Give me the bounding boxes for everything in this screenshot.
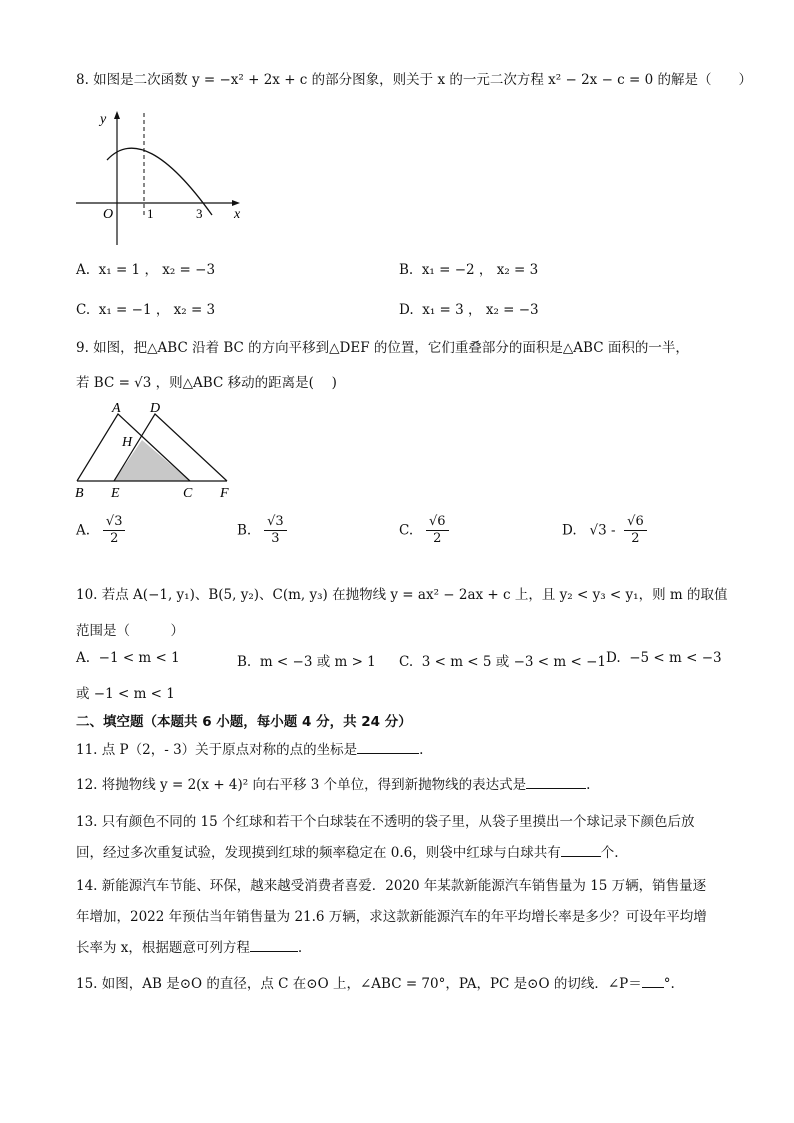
q10-option-b — [237, 650, 376, 670]
q12-text — [76, 773, 590, 793]
q8-stem: 8. 如图是二次函数 y = −x² + 2x + c 的部分图象，则关于 x 的一元二次方程 x² − 2x − c = 0 的解是（ ） — [76, 72, 753, 88]
option-fraction — [103, 515, 126, 547]
fraction-numerator: √6 — [426, 515, 449, 531]
section-2-title: 二、填空题（本题共 6 小题，每小题 4 分，共 24 分） — [76, 714, 412, 730]
q14-answer-blank[interactable] — [250, 939, 298, 952]
option-letter: C. — [399, 654, 414, 670]
q10-option-d-continuation: 或 −1 < m < 1 — [76, 686, 175, 702]
option-letter: C. — [399, 522, 414, 539]
option-letter: A. — [76, 522, 91, 539]
q9-label-b: B — [75, 486, 84, 501]
q12-stem: 12. 将抛物线 y = 2(x + 4)² 向右平移 3 个单位，得到新抛物线的表达式是 — [76, 777, 527, 793]
option-fraction — [264, 515, 287, 547]
q8-tick-1: 1 — [147, 206, 154, 221]
q14-line1: 14. 新能源汽车节能、环保，越来越受消费者喜爱．2020 年某款新能源汽车销售量为 15 万辆，销售量逐 — [76, 878, 707, 894]
option-letter: B. — [237, 522, 252, 539]
option-text: −1 < m < 1 — [98, 650, 180, 666]
option-text: x₁ = −2 ， x₂ = 3 — [421, 262, 539, 278]
fraction-denominator: 2 — [631, 531, 640, 547]
q12-answer-blank[interactable] — [526, 776, 586, 789]
q9-translation-figure — [70, 398, 245, 503]
q11-end: . — [419, 742, 424, 758]
q9-option-a — [76, 515, 125, 547]
fraction-denominator: 3 — [271, 531, 280, 547]
q11-stem: 11. 点 P（2，- 3）关于原点对称的点的坐标是 — [76, 742, 358, 758]
fraction-denominator: 2 — [433, 531, 442, 547]
q9-label-a: A — [112, 401, 121, 416]
q12-end: . — [586, 777, 591, 793]
q13-end: 个. — [600, 845, 619, 861]
q8-origin-label: O — [103, 207, 114, 222]
fraction-denominator: 2 — [110, 531, 119, 547]
q9-option-c — [399, 515, 449, 547]
option-letter: B. — [399, 262, 414, 278]
q8-option-d — [399, 298, 539, 318]
q9-label-h: H — [122, 435, 133, 450]
q8-x-label: x — [234, 207, 241, 222]
q9-stem-line1: 9. 如图，把△ABC 沿着 BC 的方向平移到△DEF 的位置，它们重叠部分的面积是△ABC 面积的一半， — [76, 340, 689, 356]
q8-option-a — [76, 258, 215, 278]
option-letter: D. — [562, 522, 577, 539]
option-text: m < −3 或 m > 1 — [259, 654, 376, 670]
q9-stem-line2: 若 BC = √3 ，则△ABC 移动的距离是( ) — [76, 375, 337, 391]
option-letter: D. — [399, 302, 414, 318]
q14-line3 — [76, 936, 302, 956]
fraction-numerator: √3 — [264, 515, 287, 531]
q9-option-b — [237, 515, 287, 547]
q14-stem: 长率为 x，根据题意可列方程 — [76, 940, 250, 956]
q15-answer-blank[interactable] — [642, 975, 664, 988]
option-text: −5 < m < −3 — [629, 650, 722, 666]
q8-y-label: y — [100, 112, 107, 127]
option-prefix: √3 - — [589, 522, 616, 539]
option-text: x₁ = 3 ， x₂ = −3 — [422, 302, 539, 318]
q13-line2 — [76, 841, 619, 861]
q15-text — [76, 972, 675, 992]
q8-option-b — [399, 258, 538, 278]
q10-option-d — [606, 650, 722, 666]
q11-text — [76, 738, 423, 758]
q9-label-e: E — [111, 486, 120, 501]
q9-label-f: F — [220, 486, 229, 501]
q14-end: . — [297, 940, 303, 956]
option-letter: B. — [237, 654, 252, 670]
q13-line1: 13. 只有颜色不同的 15 个红球和若干个白球装在不透明的袋子里，从袋子里摸出一个球记录下颜色后放 — [76, 814, 695, 830]
q8-tick-3: 3 — [196, 206, 203, 221]
option-letter: C. — [76, 302, 91, 318]
q9-option-d — [562, 515, 647, 547]
q11-answer-blank[interactable] — [357, 741, 419, 754]
q15-end: °. — [663, 976, 675, 992]
q10-option-a — [76, 650, 180, 666]
option-fraction — [426, 515, 449, 547]
q13-answer-blank[interactable] — [561, 844, 601, 857]
option-letter: A. — [76, 262, 91, 278]
option-text: 3 < m < 5 或 −3 < m < −1 — [421, 654, 606, 670]
q10-stem-line1: 10. 若点 A(−1, y₁)、B(5, y₂)、C(m, y₃) 在抛物线 y = ax² − 2ax + c 上，且 y₂ < y₃ < y₁，则 m 的取值 — [76, 587, 728, 603]
q9-label-c: C — [183, 486, 193, 501]
q8-parabola-graph — [70, 105, 250, 250]
q10-stem-line2: 范围是（ ） — [76, 623, 184, 639]
q13-stem: 回，经过多次重复试验，发现摸到红球的频率稳定在 0.6，则袋中红球与白球共有 — [76, 845, 561, 861]
fraction-numerator: √6 — [624, 515, 647, 531]
fraction-numerator: √3 — [103, 515, 126, 531]
option-letter: A. — [76, 650, 91, 666]
option-text: x₁ = −1 ， x₂ = 3 — [98, 302, 216, 318]
q14-line2: 年增加，2022 年预估当年销售量为 21.6 万辆，求这款新能源汽车的年平均增长率是多少？可设年平均增 — [76, 909, 707, 925]
option-text: x₁ = 1 ， x₂ = −3 — [98, 262, 216, 278]
q9-label-d: D — [150, 401, 161, 416]
q15-stem: 15. 如图，AB 是⊙O 的直径，点 C 在⊙O 上，∠ABC = 70°，PA，PC 是⊙O 的切线．∠P＝ — [76, 976, 642, 992]
q10-option-c — [399, 650, 606, 670]
q8-option-c — [76, 298, 215, 318]
option-letter: D. — [606, 650, 621, 666]
option-fraction — [624, 515, 647, 547]
